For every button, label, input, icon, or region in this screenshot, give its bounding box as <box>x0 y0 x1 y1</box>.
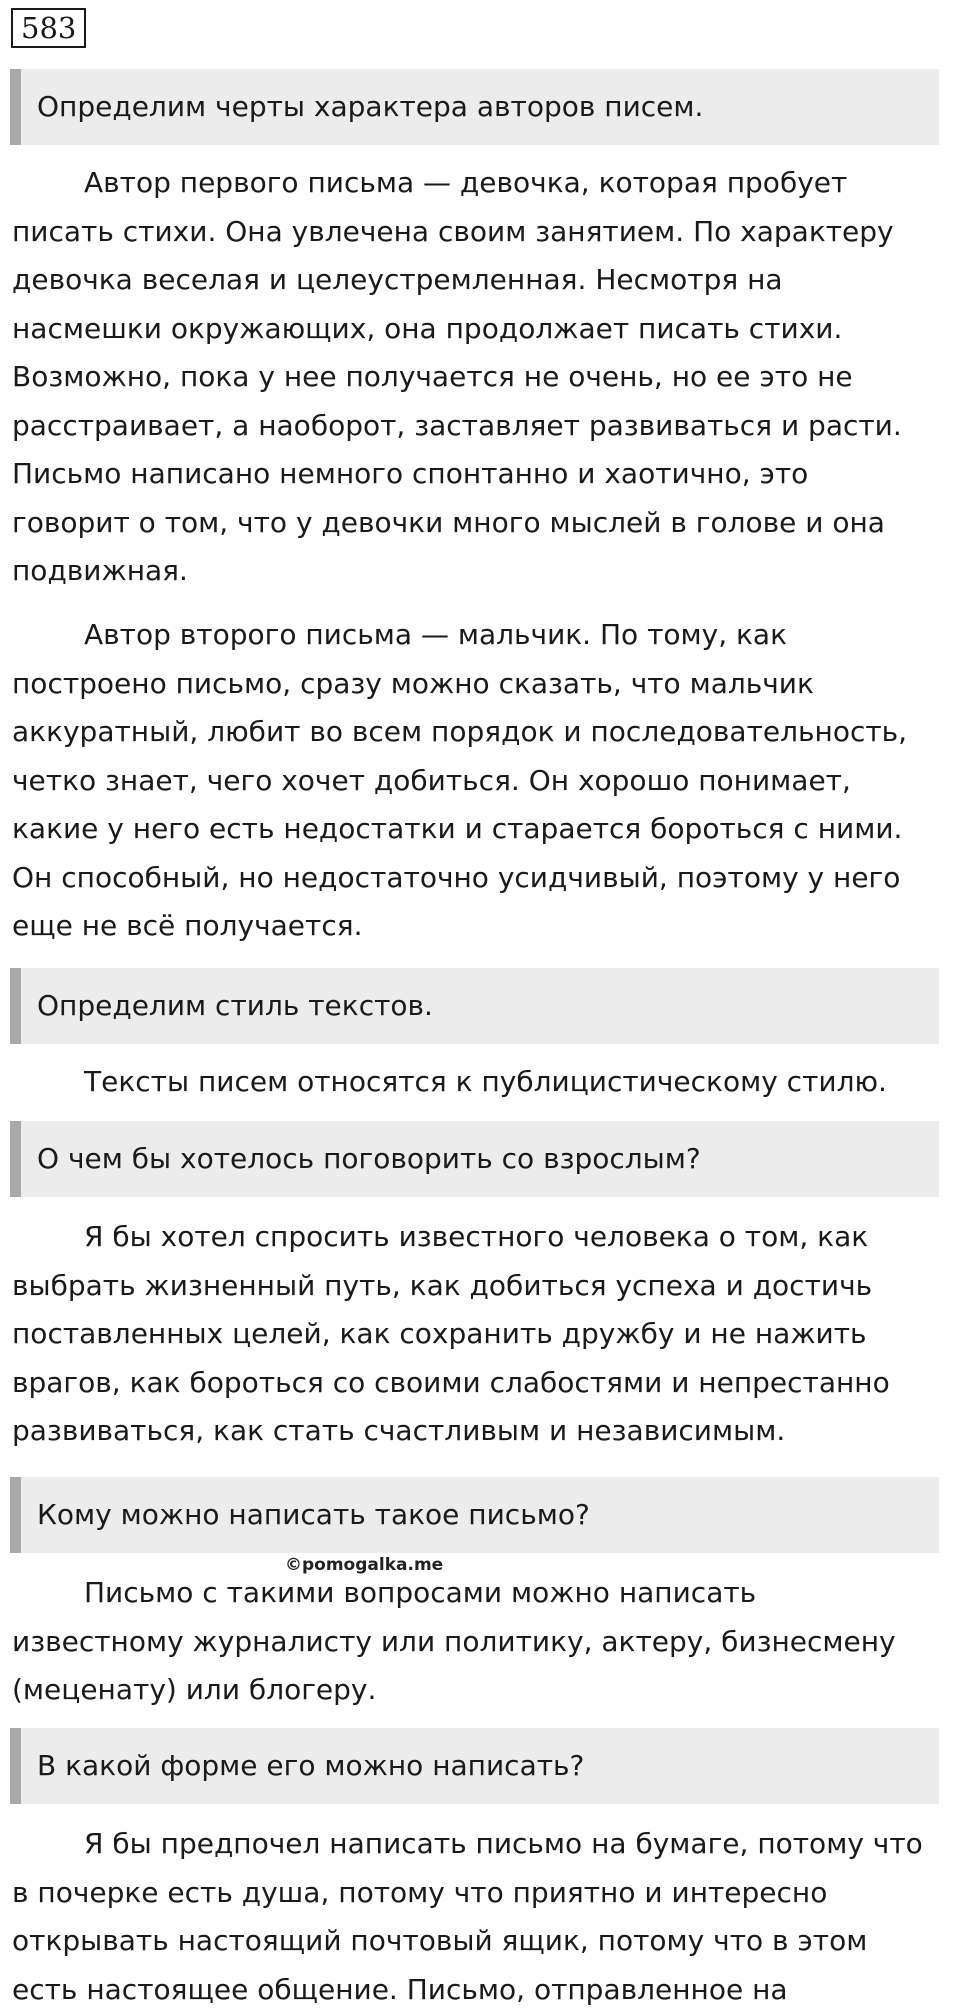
paragraph-line: Письмо с такими вопросами можно написать <box>12 1569 952 1618</box>
section-heading: Определим черты характера авторов писем. <box>10 69 939 145</box>
paragraph-line: в почерке есть душа, потому что приятно и интересно <box>12 1869 952 1918</box>
paragraph <box>12 1820 952 2014</box>
paragraph-line: писать стихи. Она увлечена своим занятием. По характеру <box>12 208 952 257</box>
paragraph-line: Он способный, но недостаточно усидчивый, поэтому у него <box>12 854 952 903</box>
paragraph-line: четко знает, чего хочет добиться. Он хорошо понимает, <box>12 757 952 806</box>
watermark: ©pomogalka.me <box>285 1555 443 1575</box>
paragraph-line: Я бы предпочел написать письмо на бумаге, потому что <box>12 1820 952 1869</box>
paragraph-line: поставленных целей, как сохранить дружбу и не нажить <box>12 1310 952 1359</box>
paragraph-line: построено письмо, сразу можно сказать, что мальчик <box>12 660 952 709</box>
paragraph-line: говорит о том, что у девочки много мыслей в голове и она <box>12 499 952 548</box>
paragraph <box>12 1213 952 1456</box>
paragraph-line: девочка веселая и целеустремленная. Несмотря на <box>12 256 952 305</box>
paragraph-line: (меценату) или блогеру. <box>12 1666 952 1715</box>
paragraph-line: развиваться, как стать счастливым и независимым. <box>12 1407 952 1456</box>
paragraph-line: известному журналисту или политику, актеру, бизнесмену <box>12 1618 952 1667</box>
paragraph-line: Автор второго письма — мальчик. По тому, как <box>12 611 952 660</box>
paragraph-line: открывать настоящий почтовый ящик, потому что в этом <box>12 1917 952 1966</box>
paragraph-line: еще не всё получается. <box>12 902 952 951</box>
paragraph-line: насмешки окружающих, она продолжает писать стихи. <box>12 305 952 354</box>
paragraph-line: Возможно, пока у нее получается не очень, но ее это не <box>12 353 952 402</box>
section-heading: В какой форме его можно написать? <box>10 1728 939 1804</box>
paragraph-line: выбрать жизненный путь, как добиться успеха и достичь <box>12 1262 952 1311</box>
paragraph <box>12 1058 952 1107</box>
paragraph-line: Тексты писем относятся к публицистическому стилю. <box>12 1058 952 1107</box>
paragraph-line: подвижная. <box>12 547 952 596</box>
paragraph-line: Автор первого письма — девочка, которая пробует <box>12 159 952 208</box>
paragraph-line: расстраивает, а наоборот, заставляет развиваться и расти. <box>12 402 952 451</box>
paragraph-line: есть настоящее общение. Письмо, отправленное на <box>12 1966 952 2014</box>
section-heading: Кому можно написать такое письмо? <box>10 1477 939 1553</box>
paragraph-line: Я бы хотел спросить известного человека о том, как <box>12 1213 952 1262</box>
paragraph <box>12 1569 952 1715</box>
section-heading: Определим стиль текстов. <box>10 968 939 1044</box>
paragraph-line: врагов, как бороться со своими слабостями и непрестанно <box>12 1359 952 1408</box>
task-number: 583 <box>11 8 86 48</box>
paragraph-line: аккуратный, любит во всем порядок и последовательность, <box>12 708 952 757</box>
paragraph-line: Письмо написано немного спонтанно и хаотично, это <box>12 450 952 499</box>
paragraph <box>12 159 952 596</box>
section-heading: О чем бы хотелось поговорить со взрослым? <box>10 1121 939 1197</box>
paragraph <box>12 611 952 951</box>
paragraph-line: какие у него есть недостатки и старается бороться с ними. <box>12 805 952 854</box>
